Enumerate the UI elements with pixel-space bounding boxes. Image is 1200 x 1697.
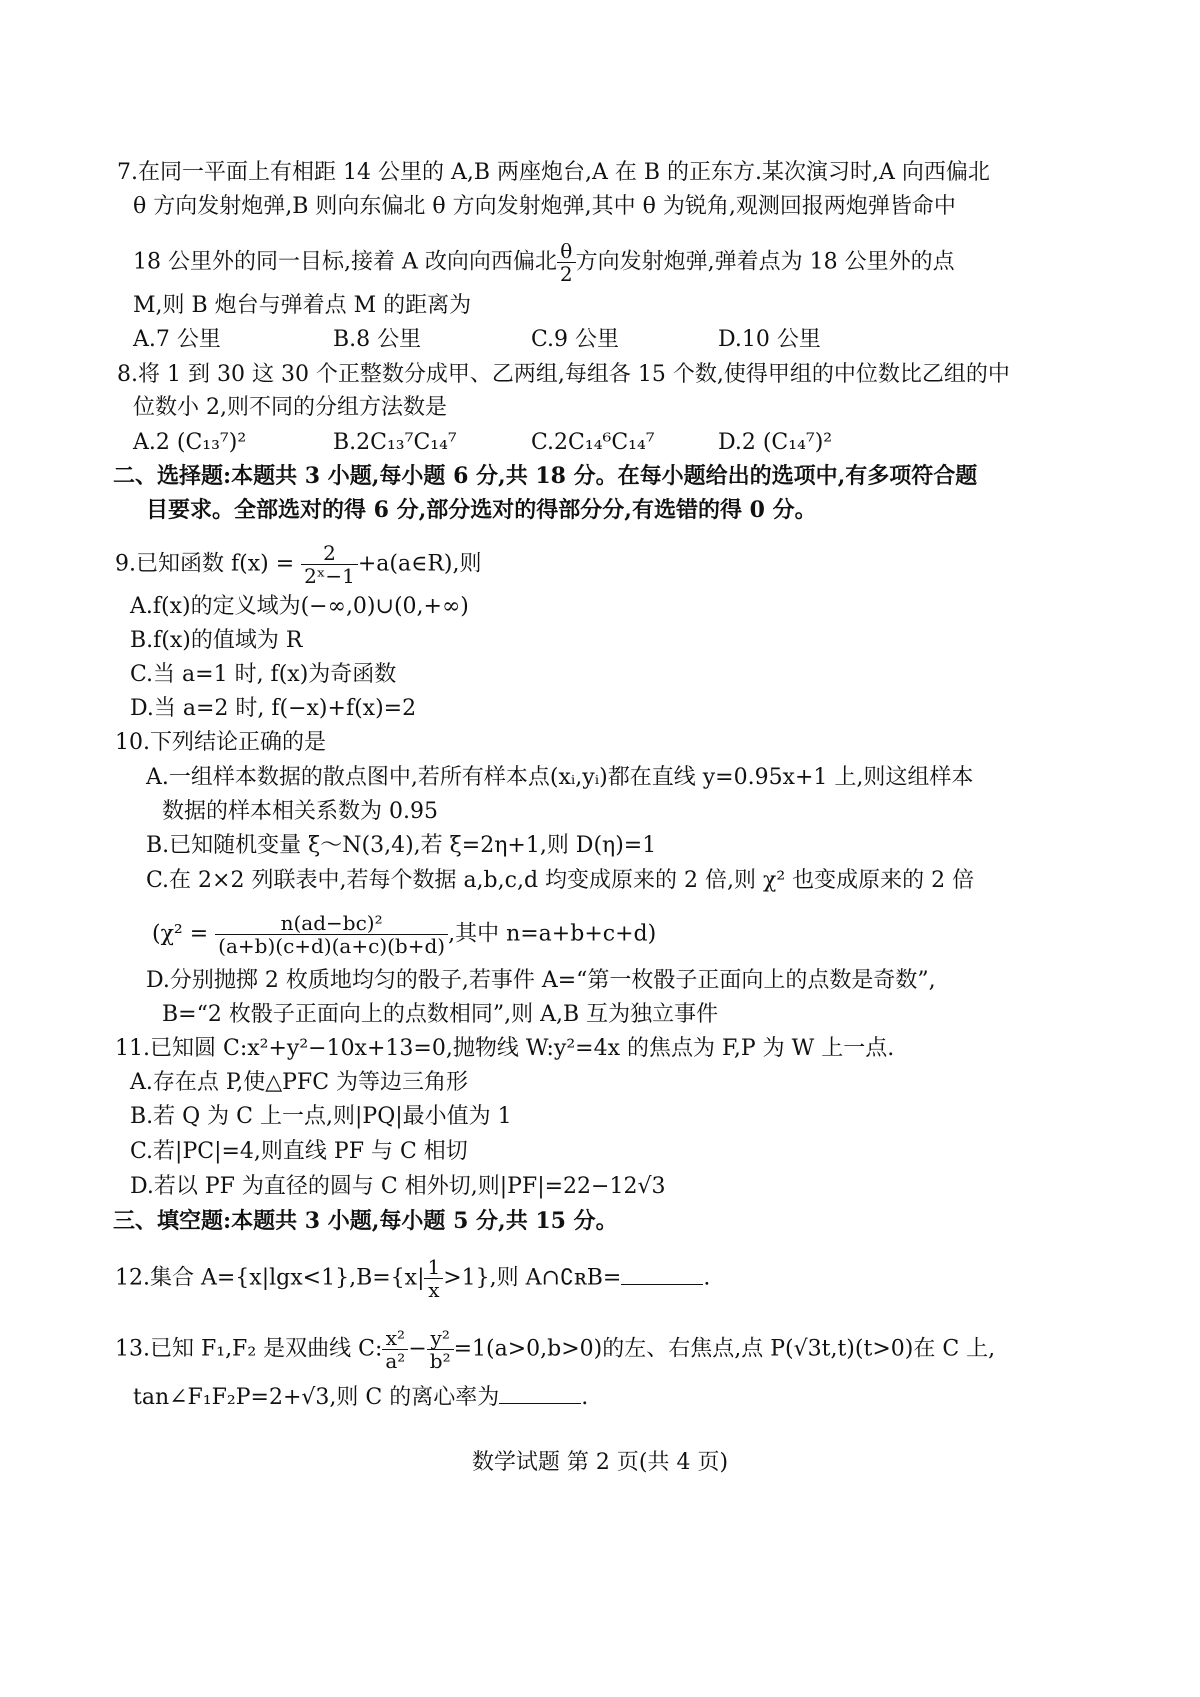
- q10-option-d-line-1: D.分别抛掷 2 枚质地均匀的骰子,若事件 A=“第一枚骰子正面向上的点数是奇数”,: [146, 968, 936, 993]
- q11-option-a: A.存在点 P,使△PFC 为等边三角形: [130, 1070, 469, 1095]
- q13-text-a: 13.已知 F₁,F₂ 是双曲线 C:: [115, 1336, 383, 1362]
- q13-fraction-y: [427, 1327, 454, 1372]
- q7-frac-numerator: θ: [557, 240, 576, 263]
- q13-line-1: [115, 1327, 995, 1372]
- q13-frac2-denominator: b²: [429, 1349, 451, 1373]
- q13-frac2-numerator: y²: [427, 1327, 454, 1350]
- q10-chi-numerator: n(ad−bc)²: [215, 912, 448, 935]
- q13-line-2-text: tan∠F₁F₂P=2+√3,则 C 的离心率为: [133, 1385, 500, 1410]
- q12-frac-numerator: 1: [424, 1256, 443, 1279]
- q9-stem: [115, 542, 482, 587]
- q10-option-d-line-2: B=“2 枚骰子正面向上的点数相同”,则 A,B 互为独立事件: [162, 1002, 719, 1027]
- page-footer: 数学试题 第 2 页(共 4 页): [471, 1450, 729, 1475]
- q8-option-d: D.2 (C₁₄⁷)²: [718, 430, 833, 455]
- q7-line-4: M,则 B 炮台与弹着点 M 的距离为: [133, 293, 472, 318]
- q12-text-a: 12.集合 A={x|lgx<1},B={x|: [115, 1265, 425, 1291]
- q13-fraction-x: [382, 1327, 408, 1372]
- section-2-heading-line-1: 二、选择题:本题共 3 小题,每小题 6 分,共 18 分。在每小题给出的选项中,有多项符合题: [113, 463, 978, 489]
- q12-frac-denominator: x: [428, 1278, 440, 1302]
- q13-frac1-denominator: a²: [385, 1349, 406, 1373]
- q9-option-a: A.f(x)的定义域为(−∞,0)∪(0,+∞): [130, 594, 469, 619]
- q13-answer-blank: [499, 1383, 581, 1404]
- q11-option-c: C.若|PC|=4,则直线 PF 与 C 相切: [130, 1139, 468, 1164]
- q12-end: .: [703, 1265, 711, 1291]
- q8-option-c: C.2C₁₄⁶C₁₄⁷: [531, 430, 655, 455]
- section-3-heading: 三、填空题:本题共 3 小题,每小题 5 分,共 15 分。: [113, 1208, 618, 1234]
- q7-option-a: A.7 公里: [133, 327, 221, 352]
- q13-minus: −: [408, 1336, 427, 1362]
- q7-line-2: θ 方向发射炮弹,B 则向东偏北 θ 方向发射炮弹,其中 θ 为锐角,观测回报两炮弹皆命中: [133, 194, 956, 219]
- q7-frac-denominator: 2: [559, 262, 573, 286]
- q11-stem: 11.已知圆 C:x²+y²−10x+13=0,抛物线 W:y²=4x 的焦点为 F,P 为 W 上一点.: [115, 1036, 895, 1061]
- q10-stem: 10.下列结论正确的是: [115, 730, 326, 755]
- q9-stem-text-b: +a(a∈R),则: [357, 551, 482, 577]
- q10-chi-square-suffix: ,其中 n=a+b+c+d): [448, 921, 657, 947]
- q7-theta-half-fraction: [557, 240, 576, 285]
- q9-stem-text-a: 9.已知函数 f(x) =: [115, 551, 295, 577]
- q12-answer-blank: [621, 1264, 703, 1285]
- q7-line-1: 7.在同一平面上有相距 14 公里的 A,B 两座炮台,A 在 B 的正东方.某次演习时,A 向西偏北: [117, 160, 990, 185]
- q9-option-c: C.当 a=1 时, f(x)为奇函数: [130, 662, 397, 687]
- q13-line-2: [133, 1383, 588, 1413]
- q9-frac-numerator: 2: [301, 542, 358, 565]
- q10-chi-square-fraction: [215, 912, 448, 957]
- q11-option-d: D.若以 PF 为直径的圆与 C 相外切,则|PF|=22−12√3: [130, 1174, 666, 1199]
- q8-line-2: 位数小 2,则不同的分组方法数是: [133, 395, 447, 420]
- q10-option-c-line-2: [152, 912, 656, 957]
- q13-end: .: [581, 1385, 589, 1410]
- q13-text-b: =1(a>0,b>0)的左、右焦点,点 P(√3t,t)(t>0)在 C 上,: [453, 1336, 996, 1362]
- section-2-heading-line-2: 目要求。全部选对的得 6 分,部分选对的得部分分,有选错的得 0 分。: [146, 497, 817, 523]
- q9-frac-denominator: 2ˣ−1: [304, 564, 355, 588]
- q8-option-a: A.2 (C₁₃⁷)²: [133, 430, 247, 455]
- q7-line-3: [133, 240, 955, 285]
- q7-option-b: B.8 公里: [333, 327, 422, 352]
- q7-option-c: C.9 公里: [531, 327, 620, 352]
- q9-fraction: [301, 542, 358, 587]
- q9-option-d: D.当 a=2 时, f(−x)+f(x)=2: [130, 696, 417, 721]
- q13-frac1-numerator: x²: [382, 1327, 408, 1350]
- q7-line-3-text-b: 方向发射炮弹,弹着点为 18 公里外的点: [575, 249, 955, 275]
- q11-option-b: B.若 Q 为 C 上一点,则|PQ|最小值为 1: [130, 1104, 512, 1129]
- q10-chi-square-label: (χ² =: [152, 921, 209, 947]
- q10-option-a-line-2: 数据的样本相关系数为 0.95: [162, 799, 438, 824]
- q10-option-a-line-1: A.一组样本数据的散点图中,若所有样本点(xᵢ,yᵢ)都在直线 y=0.95x+1 上,则这组样本: [146, 765, 974, 790]
- q8-line-1: 8.将 1 到 30 这 30 个正整数分成甲、乙两组,每组各 15 个数,使得甲组的中位数比乙组的中: [117, 362, 1010, 387]
- q12-text-b: >1},则 A∩∁ʀB=: [443, 1265, 622, 1291]
- q10-option-c-line-1: C.在 2×2 列联表中,若每个数据 a,b,c,d 均变成原来的 2 倍,则 χ² 也变成原来的 2 倍: [146, 868, 975, 893]
- q10-chi-denominator: (a+b)(c+d)(a+c)(b+d): [218, 934, 446, 958]
- q10-option-b: B.已知随机变量 ξ～N(3,4),若 ξ=2η+1,则 D(η)=1: [146, 833, 657, 858]
- q7-line-3-text-a: 18 公里外的同一目标,接着 A 改向向西偏北: [133, 249, 557, 275]
- q9-option-b: B.f(x)的值域为 R: [130, 628, 303, 653]
- q7-option-d: D.10 公里: [718, 327, 821, 352]
- q12-stem: [115, 1256, 710, 1301]
- q8-option-b: B.2C₁₃⁷C₁₄⁷: [333, 430, 457, 455]
- q12-fraction: [424, 1256, 443, 1301]
